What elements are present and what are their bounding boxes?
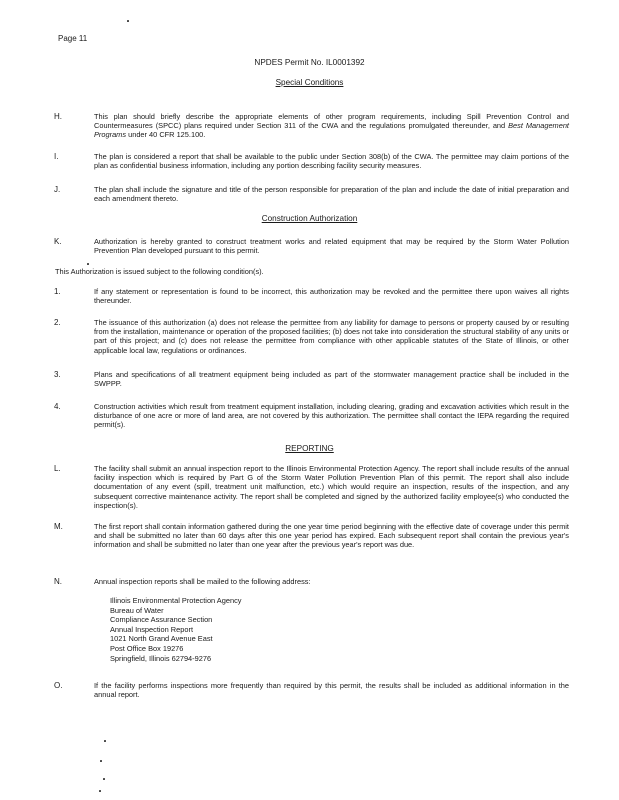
address-line: Illinois Environmental Protection Agency — [110, 596, 242, 605]
item-text-j: The plan shall include the signature and title of the person responsible for preparation of the plan and include the date of initial preparation and each amendment thereto. — [94, 185, 569, 204]
item-text-k: Authorization is hereby granted to construct treatment works and related equipment that may be required by the Storm Water Pollution Prevention Plan developed pursuant to this permit. — [94, 237, 569, 256]
item-label-n: N. — [54, 577, 62, 586]
item-label-i: I. — [54, 152, 59, 161]
item-text-o: If the facility performs inspections more frequently than required by this permit, the results shall be included as additional information in the annual report. — [94, 681, 569, 700]
address-line: Bureau of Water — [110, 605, 164, 615]
condition-label-2: 2. — [54, 318, 61, 327]
scan-speck — [87, 263, 89, 265]
condition-text-2: The issuance of this authorization (a) does not release the permittee from any liability for damage to persons or property caused by or resulting from the installation, maintenance or operation of the proposed facilities; (b) does not take into consideration the structural stability of any units or part of this project; and (c) does not release the permittee from compliance with other applicable statutes of the State of Illinois, or other applicable local law, regulations or ordinances. — [94, 318, 569, 355]
condition-label-4: 4. — [54, 402, 61, 411]
item-label-j: J. — [54, 185, 61, 194]
condition-label-3: 3. — [54, 370, 61, 379]
item-text-l: The facility shall submit an annual inspection report to the Illinois Environmental Protection Agency. The report shall include results of the annual facility inspection which is required by Part G of the Storm Water Pollution Prevention Plan of this permit. The report shall also include documentation of any event (spill, treatment unit malfunction, etc.) which would require an inspection, results of the inspection, and any subsequent corrective maintenance activity. The report shall be completed and signed by the authorized facility employee(s) who conducted the inspection(s). — [94, 464, 569, 510]
scan-speck — [127, 20, 129, 22]
item-text-i: The plan is considered a report that shall be available to the public under Section 308(b) of the CWA. The permittee may claim portions of the plan as confidential business information, including any portion describing facility security measures. — [94, 152, 569, 171]
address-line: Compliance Assurance Section — [110, 615, 213, 625]
construction-authorization-heading: Construction Authorization — [261, 214, 358, 223]
scan-speck — [104, 740, 106, 742]
item-label-h: H. — [54, 112, 62, 121]
condition-text-1: If any statement or representation is found to be incorrect, this authorization may be revoked and the permittee there upon waives all rights thereunder. — [94, 287, 569, 306]
address-line: Springfield, Illinois 62794-9276 — [110, 653, 212, 663]
scan-speck — [99, 790, 101, 792]
address-line: 1021 North Grand Avenue East — [110, 634, 213, 644]
page-number: Page 11 — [58, 34, 88, 43]
address-line: Annual Inspection Report — [110, 624, 193, 634]
condition-label-1: 1. — [54, 287, 61, 296]
item-label-o: O. — [54, 681, 63, 690]
mailing-address — [110, 596, 370, 663]
condition-text-3: Plans and specifications of all treatment equipment being included as part of the stormwater management practice shall be included in the SWPPP. — [94, 370, 569, 389]
item-label-m: M. — [54, 522, 63, 531]
reporting-heading: REPORTING — [285, 444, 334, 453]
permit-title: NPDES Permit No. IL0001392 — [254, 58, 365, 67]
item-text-n: Annual inspection reports shall be mailed to the following address: — [94, 577, 311, 586]
address-line: Post Office Box 19276 — [110, 643, 184, 653]
authorization-intro: This Authorization is issued subject to the following condition(s). — [55, 267, 264, 276]
item-label-k: K. — [54, 237, 62, 246]
condition-text-4: Construction activities which result from treatment equipment installation, including clearing, grading and excavation activities which result in the disturbance of one acre or more of land area, are not covered by this authorization. The permittee shall contact the IEPA regarding the required permit(s). — [94, 402, 569, 430]
scan-speck — [103, 778, 105, 780]
item-text-m: The first report shall contain information gathered during the one year time period beginning with the effective date of coverage under this permit and shall be submitted no later than 60 days after this one year period has expired. Each subsequent report shall contain the previous year's information and shall be submitted no later than one year after the previous year's report was due. — [94, 522, 569, 550]
item-label-l: L. — [54, 464, 61, 473]
special-conditions-heading: Special Conditions — [275, 78, 344, 87]
item-text-h: This plan should briefly describe the appropriate elements of other program requirements, including Spill Prevention Control and Countermeasures (SPCC) plans required under Section 311 of the CWA and the regulations promulgated thereunder, and Best Management Programs under 40 CFR 125.100. — [94, 112, 569, 140]
scan-speck — [100, 760, 102, 762]
